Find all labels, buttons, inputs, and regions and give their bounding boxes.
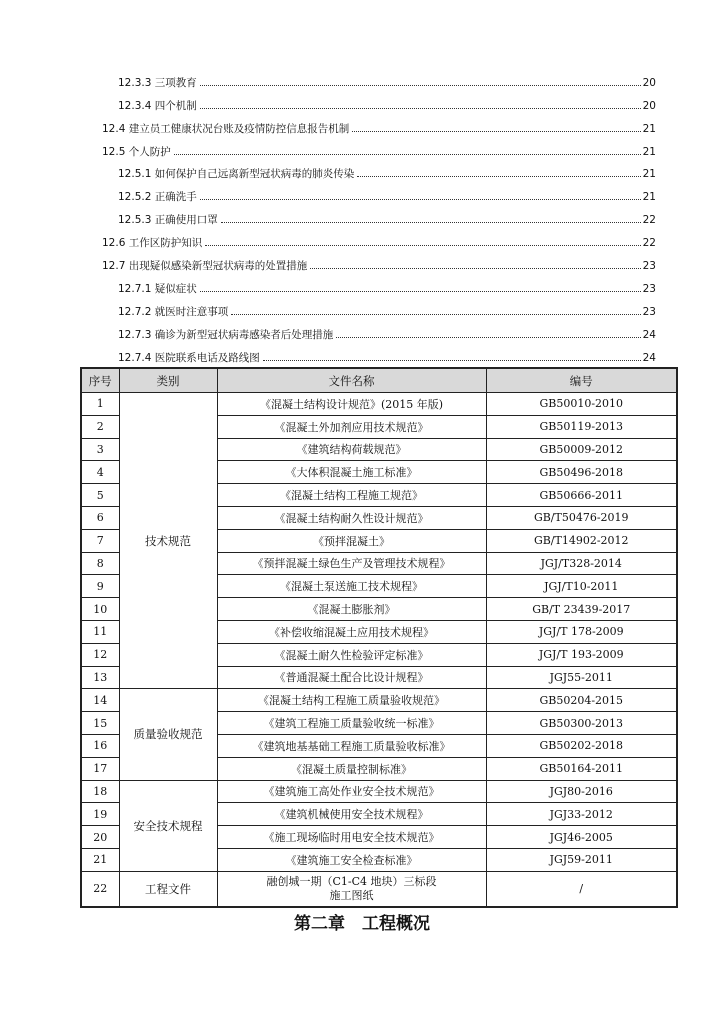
document-code: GB/T 23439-2017 <box>486 598 677 621</box>
document-name: 《混凝土质量控制标准》 <box>217 757 486 780</box>
toc-entry-page: 23 <box>642 282 656 295</box>
document-name: 《混凝土外加剂应用技术规范》 <box>217 415 486 438</box>
category-cell: 安全技术规程 <box>119 780 217 871</box>
toc-entry[interactable] <box>0 66 724 89</box>
toc-entry-title: 12.7 出现疑似感染新型冠状病毒的处置措施 <box>102 260 308 273</box>
standards-reference-table <box>80 367 678 908</box>
document-code: GB50009-2012 <box>486 438 677 461</box>
document-name: 《建筑工程施工质量验收统一标准》 <box>217 712 486 735</box>
header-category: 类别 <box>119 368 217 393</box>
toc-leader-dots <box>263 360 641 361</box>
toc-entry-title: 12.5 个人防护 <box>102 145 171 158</box>
toc-entry[interactable] <box>0 272 724 295</box>
toc-entry-page: 22 <box>642 214 656 227</box>
toc-leader-dots <box>221 222 641 223</box>
row-no: 20 <box>81 826 119 849</box>
row-no: 7 <box>81 529 119 552</box>
toc-entry-title: 12.5.1 如何保护自己远离新型冠状病毒的肺炎传染 <box>118 168 355 181</box>
document-name: 《建筑施工安全检查标准》 <box>217 848 486 871</box>
toc-entry[interactable] <box>0 158 724 181</box>
toc-leader-dots <box>200 291 641 292</box>
document-code: GB50496-2018 <box>486 461 677 484</box>
header-name: 文件名称 <box>217 368 486 393</box>
toc-entry-page: 21 <box>642 145 656 158</box>
document-code: GB50204-2015 <box>486 689 677 712</box>
table-row <box>81 871 677 907</box>
toc-leader-dots <box>174 154 641 155</box>
toc-entry-title: 12.3.4 四个机制 <box>118 99 197 112</box>
toc-entry[interactable] <box>0 180 724 203</box>
toc-entry-title: 12.5.2 正确洗手 <box>118 191 197 204</box>
document-name: 《混凝土结构工程施工规范》 <box>217 484 486 507</box>
document-name-line: 融创城一期（C1-C4 地块）三标段 <box>266 874 437 888</box>
toc-entry[interactable] <box>0 341 724 364</box>
category-cell: 工程文件 <box>119 871 217 907</box>
toc-leader-dots <box>231 314 640 315</box>
table-of-contents <box>0 66 724 364</box>
row-no: 1 <box>81 393 119 416</box>
document-name-line: 施工图纸 <box>329 888 374 902</box>
toc-entry[interactable] <box>0 226 724 249</box>
toc-leader-dots <box>336 337 640 338</box>
row-no: 6 <box>81 506 119 529</box>
document-name: 《大体积混凝土施工标准》 <box>217 461 486 484</box>
document-name: 《混凝土结构工程施工质量验收规范》 <box>217 689 486 712</box>
toc-entry-title: 12.7.3 确诊为新型冠状病毒感染者后处理措施 <box>118 328 334 341</box>
row-no: 17 <box>81 757 119 780</box>
row-no: 5 <box>81 484 119 507</box>
document-code: JGJ33-2012 <box>486 803 677 826</box>
row-no: 22 <box>81 871 119 907</box>
document-name: 《建筑施工高处作业安全技术规范》 <box>217 780 486 803</box>
toc-entry[interactable] <box>0 112 724 135</box>
document-name: 《建筑机械使用安全技术规程》 <box>217 803 486 826</box>
category-cell: 技术规范 <box>119 393 217 689</box>
document-name: 《补偿收缩混凝土应用技术规程》 <box>217 620 486 643</box>
toc-entry[interactable] <box>0 295 724 318</box>
document-code: / <box>486 871 677 907</box>
toc-leader-dots <box>352 131 640 132</box>
document-code: JGJ/T10-2011 <box>486 575 677 598</box>
table-row <box>81 393 677 416</box>
toc-entry-page: 23 <box>642 305 656 318</box>
toc-entry-page: 21 <box>642 168 656 181</box>
toc-leader-dots <box>200 199 641 200</box>
row-no: 13 <box>81 666 119 689</box>
toc-entry[interactable] <box>0 89 724 112</box>
toc-entry-title: 12.4 建立员工健康状况台账及疫情防控信息报告机制 <box>102 122 350 135</box>
toc-entry-title: 12.7.4 医院联系电话及路线图 <box>118 351 260 364</box>
document-code: JGJ80-2016 <box>486 780 677 803</box>
document-code: JGJ55-2011 <box>486 666 677 689</box>
document-name: 《预拌混凝土绿色生产及管理技术规程》 <box>217 552 486 575</box>
toc-entry[interactable] <box>0 249 724 272</box>
document-code: JGJ/T328-2014 <box>486 552 677 575</box>
document-code: JGJ/T 193-2009 <box>486 643 677 666</box>
toc-entry[interactable] <box>0 135 724 158</box>
row-no: 19 <box>81 803 119 826</box>
toc-entry-title: 12.3.3 三项教育 <box>118 76 197 89</box>
document-name: 《普通混凝土配合比设计规程》 <box>217 666 486 689</box>
category-cell: 质量验收规范 <box>119 689 217 780</box>
table-header-row <box>81 368 677 393</box>
row-no: 8 <box>81 552 119 575</box>
toc-entry-title: 12.6 工作区防护知识 <box>102 237 203 250</box>
document-name: 《建筑结构荷载规范》 <box>217 438 486 461</box>
document-name: 《混凝土结构设计规范》(2015 年版) <box>217 393 486 416</box>
row-no: 2 <box>81 415 119 438</box>
toc-entry-title: 12.7.2 就医时注意事项 <box>118 305 229 318</box>
toc-entry-page: 24 <box>642 351 656 364</box>
toc-entry-title: 12.7.1 疑似症状 <box>118 282 197 295</box>
document-code: GB50010-2010 <box>486 393 677 416</box>
toc-leader-dots <box>200 108 641 109</box>
toc-leader-dots <box>205 245 640 246</box>
toc-entry-page: 23 <box>642 260 656 273</box>
chapter-heading: 第二章 工程概况 <box>294 914 430 934</box>
toc-leader-dots <box>357 176 640 177</box>
document-code: GB/T14902-2012 <box>486 529 677 552</box>
toc-entry-page: 20 <box>642 99 656 112</box>
document-name: 《混凝土耐久性检验评定标准》 <box>217 643 486 666</box>
row-no: 11 <box>81 620 119 643</box>
row-no: 14 <box>81 689 119 712</box>
header-code: 编号 <box>486 368 677 393</box>
row-no: 9 <box>81 575 119 598</box>
document-name: 《建筑地基基础工程施工质量验收标准》 <box>217 734 486 757</box>
document-code: GB50666-2011 <box>486 484 677 507</box>
document-code: GB50164-2011 <box>486 757 677 780</box>
table-row <box>81 780 677 803</box>
row-no: 10 <box>81 598 119 621</box>
toc-entry[interactable] <box>0 203 724 226</box>
toc-entry[interactable] <box>0 318 724 341</box>
document-code: GB/T50476-2019 <box>486 506 677 529</box>
toc-entry-page: 24 <box>642 328 656 341</box>
document-code: JGJ/T 178-2009 <box>486 620 677 643</box>
row-no: 3 <box>81 438 119 461</box>
toc-entry-page: 22 <box>642 237 656 250</box>
document-name: 《预拌混凝土》 <box>217 529 486 552</box>
document-code: GB50202-2018 <box>486 734 677 757</box>
document-name: 《混凝土膨胀剂》 <box>217 598 486 621</box>
row-no: 16 <box>81 734 119 757</box>
toc-leader-dots <box>310 268 640 269</box>
toc-entry-title: 12.5.3 正确使用口罩 <box>118 214 218 227</box>
document-name: 《混凝土泵送施工技术规程》 <box>217 575 486 598</box>
row-no: 12 <box>81 643 119 666</box>
toc-entry-page: 21 <box>642 122 656 135</box>
toc-entry-page: 21 <box>642 191 656 204</box>
table-row <box>81 689 677 712</box>
toc-leader-dots <box>200 85 641 86</box>
document-code: GB50119-2013 <box>486 415 677 438</box>
document-name <box>217 871 486 907</box>
toc-entry-page: 20 <box>642 76 656 89</box>
document-code: JGJ46-2005 <box>486 826 677 849</box>
document-code: GB50300-2013 <box>486 712 677 735</box>
header-no: 序号 <box>81 368 119 393</box>
row-no: 21 <box>81 848 119 871</box>
row-no: 18 <box>81 780 119 803</box>
row-no: 4 <box>81 461 119 484</box>
document-code: JGJ59-2011 <box>486 848 677 871</box>
document-name: 《施工现场临时用电安全技术规范》 <box>217 826 486 849</box>
row-no: 15 <box>81 712 119 735</box>
document-name: 《混凝土结构耐久性设计规范》 <box>217 506 486 529</box>
